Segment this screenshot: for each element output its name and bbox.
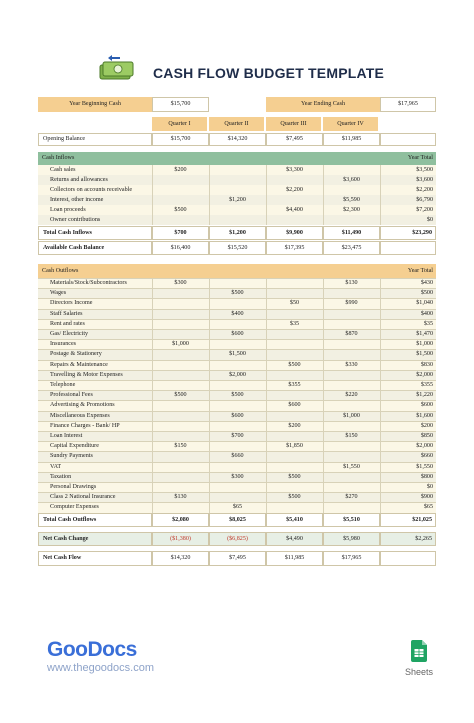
outflow-cell: $130 <box>323 278 380 288</box>
grid-line <box>38 421 436 422</box>
outflow-cell <box>209 482 266 492</box>
outflow-cell <box>266 309 323 319</box>
grid-line <box>38 349 436 350</box>
outflow-cell: $220 <box>323 390 380 400</box>
outflow-cell <box>323 288 380 298</box>
grid-line <box>38 462 436 463</box>
outflow-row-label: Staff Salaries <box>38 309 152 319</box>
outflow-cell <box>209 462 266 472</box>
opening-balance-value: $14,320 <box>209 133 266 146</box>
inflow-cell <box>209 215 266 225</box>
inflow-cell <box>323 185 380 195</box>
outflow-row-label: Capital Expenditure <box>38 441 152 451</box>
outflow-cell <box>266 482 323 492</box>
inflow-cell <box>152 195 209 205</box>
grid-line <box>38 360 436 361</box>
available-cash-balance-value: $16,400 <box>152 241 209 255</box>
sheets-label: Sheets <box>405 667 434 677</box>
outflow-row-label: Advertising & Promotions <box>38 400 152 410</box>
outflow-row-label: Taxation <box>38 472 152 482</box>
total-cash-inflows-value: $9,900 <box>266 226 323 240</box>
net-cash-change-value: $4,490 <box>266 532 323 546</box>
inflow-row-total: $3,500 <box>380 165 436 175</box>
inflow-cell <box>209 165 266 175</box>
inflow-cell: $3,300 <box>266 165 323 175</box>
outflow-cell: $600 <box>209 411 266 421</box>
outflow-cell <box>152 400 209 410</box>
outflow-cell: $130 <box>152 492 209 502</box>
outflow-cell <box>152 502 209 512</box>
outflow-row-label: Professional Fees <box>38 390 152 400</box>
outflow-row-label: Materials/Stock/Subcontractors <box>38 278 152 288</box>
available-cash-balance-value: $23,475 <box>323 241 380 255</box>
outflow-cell <box>266 390 323 400</box>
money-stack-icon <box>98 55 134 83</box>
inflow-row-total: $3,600 <box>380 175 436 185</box>
outflow-cell: $300 <box>209 472 266 482</box>
outflow-cell: $150 <box>323 431 380 441</box>
quarter-header-2: Quarter II <box>209 117 264 131</box>
outflow-row-total: $830 <box>380 360 436 370</box>
outflow-cell <box>323 319 380 329</box>
inflow-cell: $200 <box>152 165 209 175</box>
outflow-row-total: $200 <box>380 421 436 431</box>
outflow-cell: $700 <box>209 431 266 441</box>
outflow-cell <box>323 441 380 451</box>
opening-balance-value: $11,985 <box>323 133 380 146</box>
total-cash-inflows-label: Total Cash Inflows <box>38 226 152 240</box>
available-cash-balance-value: $17,395 <box>266 241 323 255</box>
outflow-row-label: Class 2 National Insurance <box>38 492 152 502</box>
grid-line <box>323 278 324 513</box>
outflow-cell <box>323 309 380 319</box>
inflow-row-label: Interest, other income <box>38 195 152 205</box>
outflow-cell <box>266 411 323 421</box>
outflow-cell: $500 <box>266 472 323 482</box>
outflow-row-label: Loan Interest <box>38 431 152 441</box>
outflow-row-label: Finance Charges - Bank/ HP <box>38 421 152 431</box>
outflow-cell: $990 <box>323 298 380 308</box>
cash-inflows-header: Cash Inflows <box>38 152 436 165</box>
outflow-cell <box>266 462 323 472</box>
outflow-cell <box>266 339 323 349</box>
outflow-cell <box>266 502 323 512</box>
outflow-cell: $500 <box>209 390 266 400</box>
outflow-cell <box>266 278 323 288</box>
opening-balance-value: $15,700 <box>152 133 209 146</box>
grid-line <box>38 400 436 401</box>
inflow-row-total: $7,200 <box>380 205 436 215</box>
quarter-header-4: Quarter IV <box>323 117 378 131</box>
outflow-cell: $500 <box>152 390 209 400</box>
outflow-row-label: Repairs & Maintenance <box>38 360 152 370</box>
grid-line <box>38 319 436 320</box>
outflow-cell <box>152 472 209 482</box>
grid-line <box>38 431 436 432</box>
outflow-cell <box>152 329 209 339</box>
grid-line <box>209 278 210 513</box>
outflow-cell: $2,000 <box>209 370 266 380</box>
grid-line <box>380 165 381 225</box>
outflow-cell <box>209 339 266 349</box>
outflow-cell: $35 <box>266 319 323 329</box>
available-cash-balance-label: Available Cash Balance <box>38 241 152 255</box>
outflow-cell: $355 <box>266 380 323 390</box>
outflow-row-total: $1,470 <box>380 329 436 339</box>
net-cash-flow-value: $14,320 <box>152 551 209 566</box>
outflow-cell: $50 <box>266 298 323 308</box>
inflow-cell: $2,300 <box>323 205 380 215</box>
outflow-row-label: Postage & Stationery <box>38 349 152 359</box>
inflow-cell <box>209 175 266 185</box>
total-cash-outflows-value: $5,510 <box>323 513 380 527</box>
outflow-cell <box>323 339 380 349</box>
outflow-cell <box>266 370 323 380</box>
outflow-cell <box>152 349 209 359</box>
outflow-cell <box>209 298 266 308</box>
available-cash-balance-total <box>380 241 436 255</box>
outflow-row-label: VAT <box>38 462 152 472</box>
grid-line <box>266 278 267 513</box>
grid-line <box>38 339 436 340</box>
outflow-cell: $600 <box>266 400 323 410</box>
grid-line <box>38 441 436 442</box>
cash-outflows-header: Cash Outflows <box>38 264 436 278</box>
inflows-year-total-header: Year Total <box>380 152 436 165</box>
total-cash-outflows-value: $8,025 <box>209 513 266 527</box>
total-cash-outflows-label: Total Cash Outflows <box>38 513 152 527</box>
outflow-row-total: $850 <box>380 431 436 441</box>
outflow-row-total: $1,000 <box>380 339 436 349</box>
net-cash-flow-total <box>380 551 436 566</box>
outflow-cell <box>152 482 209 492</box>
net-cash-change-value: ($6,825) <box>209 532 266 546</box>
grid-line <box>38 278 436 279</box>
outflow-cell <box>209 400 266 410</box>
outflow-cell <box>323 451 380 461</box>
outflow-row-total: $1,550 <box>380 462 436 472</box>
year-ending-value: $17,965 <box>380 97 436 112</box>
quarter-header-1: Quarter I <box>152 117 207 131</box>
outflow-cell: $270 <box>323 492 380 502</box>
outflow-cell <box>209 421 266 431</box>
outflow-cell <box>266 288 323 298</box>
grid-line <box>38 502 436 503</box>
available-cash-balance-value: $15,520 <box>209 241 266 255</box>
outflow-row-total: $2,000 <box>380 370 436 380</box>
grid-line <box>38 329 436 330</box>
outflow-cell <box>152 431 209 441</box>
inflow-row-total: $6,790 <box>380 195 436 205</box>
outflow-row-total: $0 <box>380 482 436 492</box>
net-cash-change-total: $2,265 <box>380 532 436 546</box>
outflows-year-total-header: Year Total <box>380 264 436 278</box>
net-cash-change-value: $5,980 <box>323 532 380 546</box>
outflow-cell <box>266 431 323 441</box>
outflow-cell <box>152 370 209 380</box>
total-cash-outflows-year: $21,025 <box>380 513 436 527</box>
outflow-cell <box>323 472 380 482</box>
total-cash-inflows-value: $11,490 <box>323 226 380 240</box>
outflow-row-label: Telephone <box>38 380 152 390</box>
outflow-row-label: Rent and rates <box>38 319 152 329</box>
outflow-cell: $600 <box>209 329 266 339</box>
grid-line <box>38 380 436 381</box>
total-cash-inflows-value: $1,200 <box>209 226 266 240</box>
opening-balance-total <box>380 133 436 146</box>
inflow-cell <box>266 195 323 205</box>
inflow-cell <box>323 165 380 175</box>
outflow-row-label: Gas/ Electricity <box>38 329 152 339</box>
inflow-row-label: Loan proceeds <box>38 205 152 215</box>
outflow-cell: $500 <box>266 360 323 370</box>
outflow-row-total: $1,600 <box>380 411 436 421</box>
grid-line <box>38 298 436 299</box>
inflow-cell: $500 <box>152 205 209 215</box>
outflow-cell: $200 <box>266 421 323 431</box>
inflow-cell <box>152 175 209 185</box>
inflow-cell <box>266 175 323 185</box>
grid-line <box>38 472 436 473</box>
grid-line <box>38 370 436 371</box>
year-beginning-label: Year Beginning Cash <box>38 97 152 112</box>
outflow-cell: $150 <box>152 441 209 451</box>
outflow-cell: $400 <box>209 309 266 319</box>
outflow-cell <box>266 451 323 461</box>
inflow-row-label: Returns and allowances <box>38 175 152 185</box>
outflow-cell: $1,550 <box>323 462 380 472</box>
outflow-cell: $870 <box>323 329 380 339</box>
outflow-row-label: Insurances <box>38 339 152 349</box>
net-cash-change-label: Net Cash Change <box>38 532 152 546</box>
outflow-cell <box>152 411 209 421</box>
net-cash-flow-label: Net Cash Flow <box>38 551 152 566</box>
grid-line <box>152 278 153 513</box>
inflow-row-label: Collectors on accounts receivable <box>38 185 152 195</box>
grid-line <box>38 482 436 483</box>
outflow-cell <box>323 502 380 512</box>
net-cash-flow-value: $11,985 <box>266 551 323 566</box>
inflow-cell: $5,590 <box>323 195 380 205</box>
outflow-cell: $500 <box>209 288 266 298</box>
grid-line <box>38 288 436 289</box>
year-ending-label: Year Ending Cash <box>266 97 380 112</box>
outflow-row-total: $2,000 <box>380 441 436 451</box>
net-cash-change-value: ($1,380) <box>152 532 209 546</box>
outflow-cell <box>152 462 209 472</box>
outflow-cell <box>209 360 266 370</box>
outflow-row-label: Travelling & Motor Expenses <box>38 370 152 380</box>
outflow-row-total: $660 <box>380 451 436 461</box>
outflow-cell <box>323 400 380 410</box>
grid-line <box>152 165 153 225</box>
grid-line <box>38 309 436 310</box>
inflow-cell <box>323 215 380 225</box>
outflow-cell: $1,500 <box>209 349 266 359</box>
outflow-row-label: Sundry Payments <box>38 451 152 461</box>
inflow-cell: $2,200 <box>266 185 323 195</box>
outflow-row-label: Directors Income <box>38 298 152 308</box>
outflow-row-total: $900 <box>380 492 436 502</box>
inflow-cell: $4,400 <box>266 205 323 215</box>
outflow-row-total: $800 <box>380 472 436 482</box>
grid-line <box>209 165 210 225</box>
grid-line <box>38 492 436 493</box>
inflow-cell <box>152 185 209 195</box>
outflow-cell <box>209 278 266 288</box>
outflow-cell: $1,850 <box>266 441 323 451</box>
outflow-cell <box>323 349 380 359</box>
outflow-cell <box>209 319 266 329</box>
outflow-cell <box>152 380 209 390</box>
outflow-cell <box>209 441 266 451</box>
inflow-row-label: Owner contributions <box>38 215 152 225</box>
outflow-cell: $65 <box>209 502 266 512</box>
outflow-row-total: $500 <box>380 288 436 298</box>
inflow-cell: $3,600 <box>323 175 380 185</box>
total-cash-outflows-value: $5,410 <box>266 513 323 527</box>
net-cash-flow-value: $7,495 <box>209 551 266 566</box>
grid-line <box>38 390 436 391</box>
inflow-row-total: $0 <box>380 215 436 225</box>
outflow-cell <box>152 288 209 298</box>
outflow-cell <box>209 492 266 502</box>
inflow-cell <box>152 215 209 225</box>
outflow-row-label: Miscellaneous Expenses <box>38 411 152 421</box>
outflow-cell <box>323 370 380 380</box>
outflow-cell <box>152 309 209 319</box>
grid-line <box>323 165 324 225</box>
outflow-row-total: $1,500 <box>380 349 436 359</box>
outflow-cell <box>152 360 209 370</box>
outflow-cell: $500 <box>266 492 323 502</box>
outflow-row-label: Personal Drawings <box>38 482 152 492</box>
goodocs-url: www.thegoodocs.com <box>47 662 154 674</box>
outflow-cell: $1,000 <box>152 339 209 349</box>
outflow-row-total: $1,040 <box>380 298 436 308</box>
total-cash-outflows-value: $2,080 <box>152 513 209 527</box>
outflow-cell <box>209 380 266 390</box>
outflow-row-total: $355 <box>380 380 436 390</box>
outflow-row-total: $1,220 <box>380 390 436 400</box>
outflow-cell <box>152 319 209 329</box>
outflow-cell <box>323 380 380 390</box>
outflow-cell <box>266 349 323 359</box>
grid-line <box>266 165 267 225</box>
outflow-cell <box>323 421 380 431</box>
opening-balance-label: Opening Balance <box>38 133 152 146</box>
inflow-row-total: $2,200 <box>380 185 436 195</box>
grid-line <box>38 411 436 412</box>
outflow-cell <box>152 421 209 431</box>
inflow-cell <box>266 215 323 225</box>
outflow-cell: $1,000 <box>323 411 380 421</box>
year-beginning-value: $15,700 <box>152 97 209 112</box>
outflow-row-label: Wages <box>38 288 152 298</box>
outflow-row-total: $35 <box>380 319 436 329</box>
net-cash-flow-value: $17,965 <box>323 551 380 566</box>
outflow-cell <box>323 482 380 492</box>
google-sheets-icon <box>411 640 427 662</box>
outflow-cell: $660 <box>209 451 266 461</box>
inflow-cell: $1,200 <box>209 195 266 205</box>
grid-line <box>38 451 436 452</box>
quarter-header-3: Quarter III <box>266 117 321 131</box>
opening-balance-value: $7,495 <box>266 133 323 146</box>
outflow-row-total: $430 <box>380 278 436 288</box>
outflow-row-total: $400 <box>380 309 436 319</box>
document-title: CASH FLOW BUDGET TEMPLATE <box>153 65 385 81</box>
outflow-row-total: $65 <box>380 502 436 512</box>
outflow-cell: $330 <box>323 360 380 370</box>
total-cash-inflows-value: $700 <box>152 226 209 240</box>
outflow-cell: $300 <box>152 278 209 288</box>
outflow-row-label: Computer Expenses <box>38 502 152 512</box>
outflow-cell <box>152 451 209 461</box>
inflow-cell <box>209 185 266 195</box>
grid-line <box>380 278 381 513</box>
inflow-cell <box>209 205 266 215</box>
outflow-cell <box>152 298 209 308</box>
outflow-cell <box>266 329 323 339</box>
inflow-row-label: Cash sales <box>38 165 152 175</box>
total-cash-inflows-year: $23,290 <box>380 226 436 240</box>
goodocs-logo: GooDocs <box>47 638 137 661</box>
outflow-row-total: $600 <box>380 400 436 410</box>
